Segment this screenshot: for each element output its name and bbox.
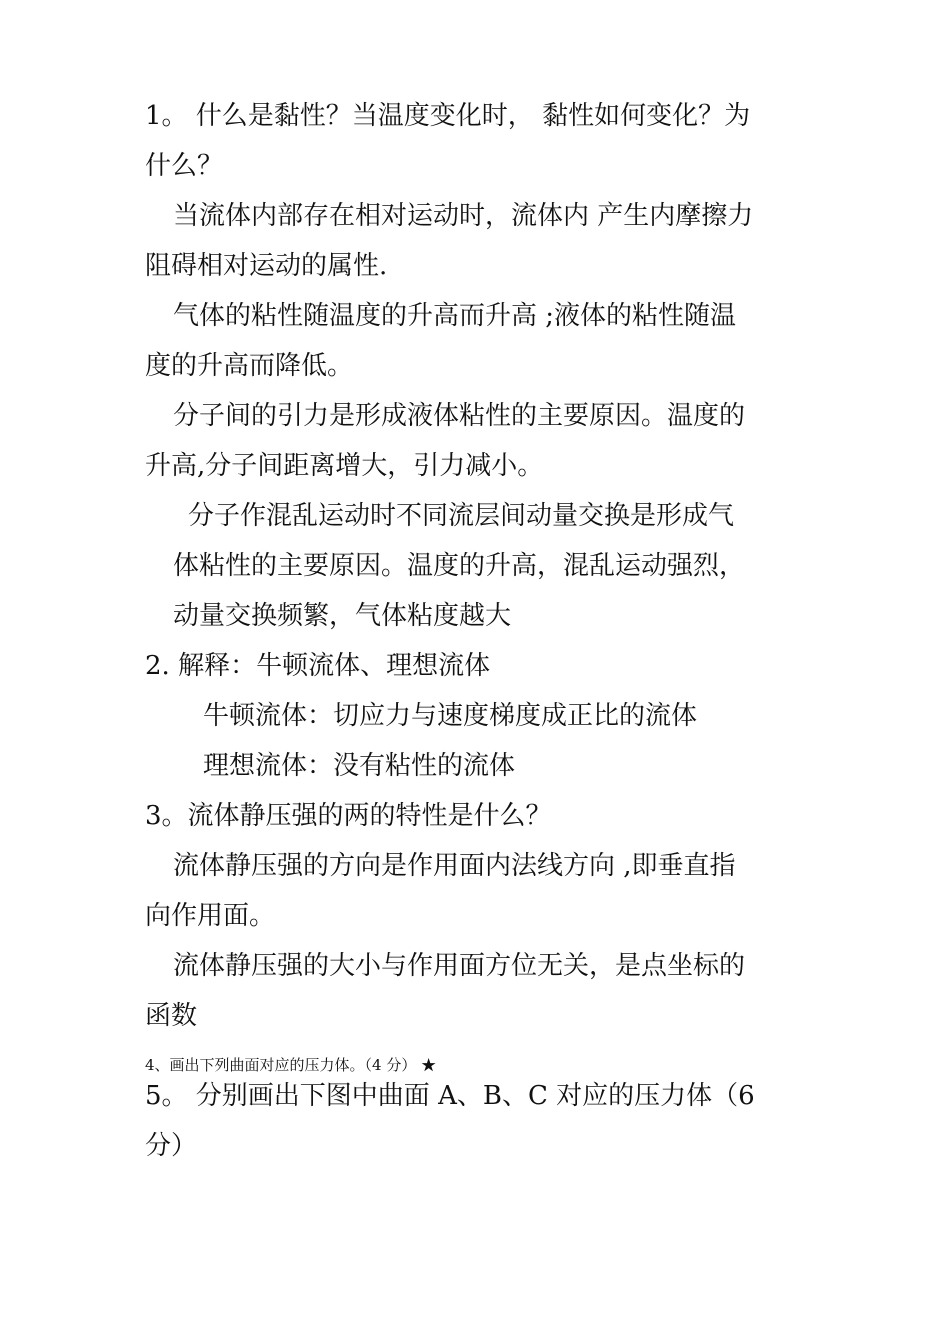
q1-answer-p4-line1: 分子作混乱运动时不同流层间动量交换是形成气 — [188, 501, 735, 531]
q1-answer-p1-line1: 当流体内部存在相对运动时，流体内 产生内摩擦力 — [173, 201, 754, 231]
q1-answer-p4-line3: 动量交换频繁，气体粘度越大 — [173, 601, 512, 631]
q1-title-line2: 什么？ — [145, 151, 224, 181]
q3-title: 3。流体静压强的两的特性是什么？ — [145, 801, 552, 831]
q1-answer-p2-line2: 度的升高而降低。 — [145, 351, 354, 381]
q1-answer-p3-line2: 升高,分子间距离增大，引力减小。 — [145, 451, 544, 481]
q2-newtonian-fluid: 牛顿流体：切应力与速度梯度成正比的流体 — [203, 701, 698, 731]
q5-title-line1: 5。 分别画出下图中曲面 A、B、C 对应的压力体（6 — [145, 1081, 755, 1111]
q3-answer-p2-line1: 流体静压强的大小与作用面方位无关，是点坐标的 — [173, 951, 746, 981]
q1-answer-p3-line1: 分子间的引力是形成液体粘性的主要原因。温度的 — [173, 401, 746, 431]
q4-title: 4、画出下列曲面对应的压力体。（4 分） ★ — [145, 1056, 437, 1074]
q3-answer-p1-line2: 向作用面。 — [145, 901, 276, 931]
q5-title-line2: 分） — [145, 1131, 198, 1161]
q1-answer-p2-line1: 气体的粘性随温度的升高而升高 ;液体的粘性随温 — [173, 301, 737, 331]
q3-answer-p1-line1: 流体静压强的方向是作用面内法线方向 ,即垂直指 — [173, 851, 736, 881]
q2-title: 2. 解释：牛顿流体、理想流体 — [145, 651, 491, 681]
q1-answer-p1-line2: 阻碍相对运动的属性. — [145, 251, 388, 281]
q1-title-line1: 1。 什么是黏性？当温度变化时， 黏性如何变化？为 — [145, 101, 751, 131]
q2-ideal-fluid: 理想流体：没有粘性的流体 — [203, 751, 516, 781]
q3-answer-p2-line2: 函数 — [145, 1001, 198, 1031]
q1-answer-p4-line2: 体粘性的主要原因。温度的升高，混乱运动强烈， — [173, 551, 746, 581]
